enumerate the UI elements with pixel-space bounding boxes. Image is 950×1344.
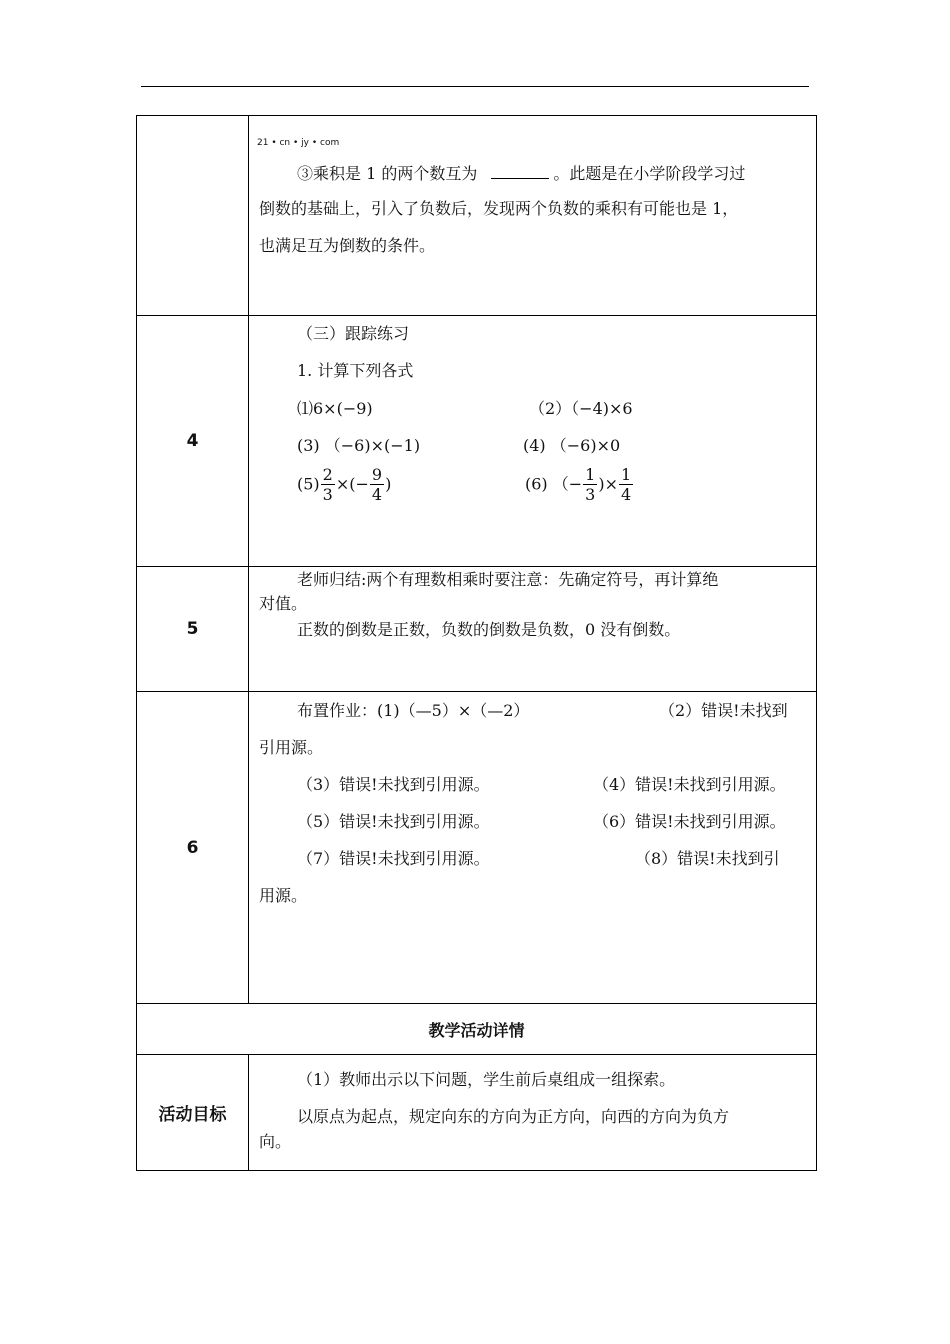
homework-item: （2）错误!未找到: [659, 701, 788, 720]
expression-5: (5) $\frac{2}{3}$ ×(− $\frac{9}{4}$ ): [297, 465, 392, 504]
expression-3: (3) （−6)×(−1): [297, 436, 421, 455]
row-label: 活动目标: [137, 1055, 249, 1170]
answer-blank: [491, 164, 549, 179]
homework-line: 引用源。: [259, 738, 324, 757]
text-line: 也满足互为倒数的条件。: [259, 236, 436, 255]
homework-item: （6）错误!未找到引用源。: [593, 812, 786, 831]
content-cell: [249, 567, 816, 691]
section-title: 教学活动详情: [428, 1020, 525, 1040]
expression-6: (6) （− $\frac{1}{3}$ )× $\frac{1}{4}$: [525, 465, 632, 504]
expression-1: ⑴6×(−9): [297, 399, 373, 418]
section-heading: （三）跟踪练习: [297, 324, 410, 343]
task-label: 1. 计算下列各式: [297, 361, 414, 380]
expression-4: (4) （−6)×0: [523, 436, 621, 455]
homework-item: （7）错误!未找到引用源。: [297, 849, 490, 868]
table-row: [137, 315, 816, 566]
content-cell: [249, 116, 816, 315]
text-line: 向。: [259, 1132, 292, 1151]
homework-item: （5）错误!未找到引用源。: [297, 812, 490, 831]
expression-2: （2）（−4)×6: [529, 399, 633, 418]
table-row: [137, 691, 816, 1003]
homework-item: （3）错误!未找到引用源。: [297, 775, 490, 794]
table-row: [137, 1054, 816, 1170]
table-row: [137, 566, 816, 691]
lesson-table: [136, 115, 817, 1171]
text-line: （1）教师出示以下问题，学生前后桌组成一组探索。: [297, 1070, 676, 1089]
content-cell: [249, 692, 816, 1003]
homework-line: 用源。: [259, 886, 308, 905]
table-row: [137, 116, 816, 315]
step-cell: [137, 116, 249, 315]
text-line: 老师归结:两个有理数相乘时要注意：先确定符号，再计算绝: [297, 570, 719, 589]
step-number: 5: [137, 567, 249, 691]
table-row: [137, 1003, 816, 1054]
homework-item: （4）错误!未找到引用源。: [593, 775, 786, 794]
text-line: ③乘积是 1 的两个数互为 。此题是在小学阶段学习过: [297, 164, 746, 183]
step-number: 6: [137, 692, 249, 1003]
text-line: 以原点为起点，规定向东的方向为正方向，向西的方向为负方: [297, 1107, 730, 1126]
text-line: 正数的倒数是正数，负数的倒数是负数，0 没有倒数。: [297, 620, 681, 639]
text-line: 对值。: [259, 594, 308, 613]
step-number: 4: [137, 316, 249, 566]
content-cell: [249, 316, 816, 566]
content-cell: [249, 1055, 816, 1170]
header-rule: [141, 86, 809, 87]
homework-line: 布置作业：(1)（—5）×（—2）: [297, 701, 530, 720]
watermark: 21 • cn • jy • com: [257, 138, 340, 148]
text-line: 倒数的基础上，引入了负数后，发现两个负数的乘积有可能也是 1，: [259, 199, 739, 218]
homework-item: （8）错误!未找到引: [635, 849, 780, 868]
